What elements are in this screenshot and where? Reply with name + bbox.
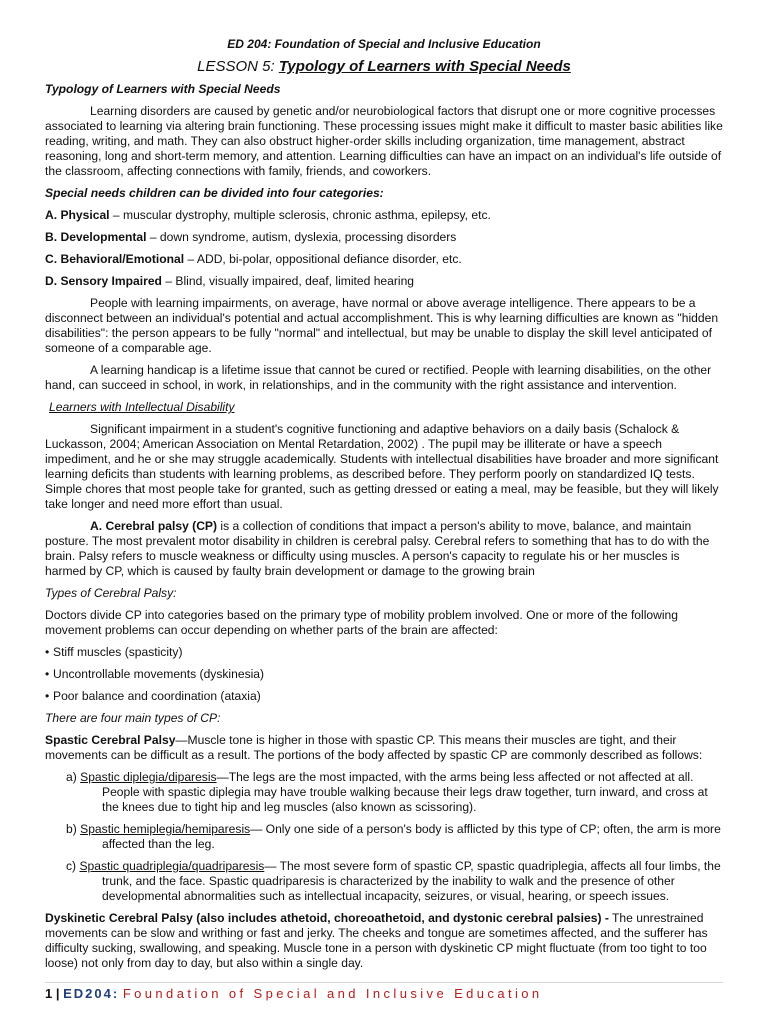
list-item (45, 689, 723, 704)
lesson-heading (45, 58, 723, 76)
category-label: D. Sensory Impaired (45, 274, 162, 288)
document-page (45, 37, 723, 978)
paragraph: A learning handicap is a lifetime issue that cannot be cured or rectified. People with learning disabilities, on the other hand, can succeed in school, in work, in relationships, and in the community with the right assistance and intervention. (45, 363, 712, 392)
list-term: Spastic hemiplegia/hemiparesis (80, 822, 251, 836)
bullet-icon: • (45, 645, 50, 659)
list-item-text: — Only one side of a person's body is afflicted by this type of CP; often, the arm is more affected than the leg. (102, 822, 721, 851)
list-item (45, 822, 723, 852)
footer-course-code: ED204: (63, 986, 120, 1001)
four-types-heading: There are four main types of CP: (45, 711, 221, 725)
bullet-icon: • (45, 689, 50, 703)
course-title: ED 204: Foundation of Special and Inclusive Education (227, 37, 541, 51)
list-item (45, 645, 723, 660)
list-item-text: Poor balance and coordination (ataxia) (53, 689, 261, 703)
list-marker: b) (66, 822, 81, 836)
list-marker: c) (66, 859, 80, 873)
paragraph (45, 733, 723, 763)
list-item-text: Uncontrollable movements (dyskinesia) (53, 667, 265, 681)
category-item (45, 274, 723, 289)
category-label: B. Developmental (45, 230, 147, 244)
category-item (45, 208, 723, 223)
dyskinetic-text: The unrestrained movements can be slow and writhing or fast and jerky. The cheeks and tongue are sometimes affected, and the sufferer has difficulty sucking, swallowing, and speaking. Muscle tone in a person with dyskinetic CP might fluctuate (from too tight to too loose) not only from day to day, but also within a single day. (45, 911, 708, 970)
subsection-heading-text: Learners with Intellectual Disability (49, 400, 235, 414)
spastic-label: Spastic Cerebral Palsy (45, 733, 176, 747)
subsection-heading (45, 400, 723, 415)
category-text: – muscular dystrophy, multiple sclerosis, chronic asthma, epilepsy, etc. (109, 208, 491, 222)
section-heading: Typology of Learners with Special Needs (45, 82, 281, 96)
paragraph: Learning disorders are caused by genetic and/or neurobiological factors that disrupt one or more cognitive processes associated to learning via altering brain functioning. These processing issues might make it difficult to master basic abilities like reading, writing, and math. They can also obstruct higher-order skills including organization, time management, abstract reasoning, long and short-term memory, and attention. Learning difficulties can have an impact on an individual's life outside of the classroom, affecting connections with family, friends, and coworkers. (45, 104, 723, 178)
lesson-title: Typology of Learners with Special Needs (278, 58, 571, 75)
bullet-icon: • (45, 667, 50, 681)
category-item (45, 252, 723, 267)
paragraph: People with learning impairments, on average, have normal or above average intelligence. There appears to be a disconnect between an individual's potential and actual accomplishment. This is why learning difficulties are known as "hidden disabilities": the person appears to be fully "normal" and intellectual, but may be unable to display the skill level anticipated of someone of a comparable age. (45, 296, 719, 355)
paragraph (45, 519, 723, 579)
list-item (45, 770, 723, 815)
paragraph (45, 911, 723, 971)
list-item (45, 667, 723, 682)
spastic-text: —Muscle tone is higher in those with spastic CP. This means their muscles are tight, and their movements can be difficult as a result. The portions of the body affected by spastic CP are commonly described as follows: (45, 733, 703, 762)
footer-separator: | (55, 986, 60, 1001)
lesson-prefix: LESSON 5: (197, 58, 279, 75)
category-text: – Blind, visually impaired, deaf, limited hearing (161, 274, 415, 288)
categories-heading: Special needs children can be divided into four categories: (45, 186, 384, 200)
category-text: – ADD, bi-polar, oppositional defiance disorder, etc. (184, 252, 462, 266)
category-label: A. Physical (45, 208, 110, 222)
dyskinetic-label: Dyskinetic Cerebral Palsy (also includes athetoid, choreoathetoid, and dystonic cerebral palsies) - (45, 911, 609, 925)
list-term: Spastic quadriplegia/quadriparesis (79, 859, 265, 873)
cp-label: A. Cerebral palsy (CP) (90, 519, 218, 533)
paragraph: Doctors divide CP into categories based on the primary type of mobility problem involved. One or more of the following movement problems can occur depending on whether parts of the brain are affected: (45, 608, 678, 637)
page-footer (45, 982, 723, 1001)
page-number: 1 (45, 986, 53, 1001)
types-heading: Types of Cerebral Palsy: (45, 586, 177, 600)
list-item-text: — The most severe form of spastic CP, spastic quadriplegia, affects all four limbs, the trunk, and the face. Spastic quadriparesis is characterized by the inability to walk and the presence of other developmental abnormalities such as intellectual incapacity, seizures, or visual, hearing, or speech issues. (102, 859, 721, 903)
list-marker: a) (66, 770, 81, 784)
list-term: Spastic diplegia/diparesis (80, 770, 217, 784)
list-item-text: Stiff muscles (spasticity) (53, 645, 183, 659)
category-text: – down syndrome, autism, dyslexia, processing disorders (146, 230, 457, 244)
category-item (45, 230, 723, 245)
paragraph: Significant impairment in a student's cognitive functioning and adaptive behaviors on a daily basis (Schalock & Luckasson, 2004; American Association on Mental Retardation, 2002) . The pupil may be illiterate or have a speech impediment, and he or she may struggle academically. Students with intellectual disabilities have broader and more significant learning deficits than students with learning problems, as described before. They perform poorly on standardized IQ tests. Simple chores that most people take for granted, such as getting dressed or eating a meal, may be feasible, but they will likely take longer and need more effort than usual. (45, 422, 719, 511)
list-item (45, 859, 723, 904)
category-label: C. Behavioral/Emotional (45, 252, 185, 266)
footer-course-name: Foundation of Special and Inclusive Education (122, 986, 543, 1001)
cp-text: is a collection of conditions that impact a person's ability to move, balance, and maintain posture. The most prevalent motor disability in children is cerebral palsy. Cerebral refers to something that has to do with the brain. Palsy refers to muscle weakness or difficulty using muscles. A person's capacity to regulate his or her muscles is harmed by CP, which is caused by faulty brain development or damage to the growing brain (45, 519, 710, 578)
list-item-text: —The legs are the most impacted, with the arms being less affected or not affected at all. People with spastic diplegia may have trouble walking because their legs draw together, turn inward, and cross at the knees due to tight hip and leg muscles (also known as scissoring). (102, 770, 708, 814)
